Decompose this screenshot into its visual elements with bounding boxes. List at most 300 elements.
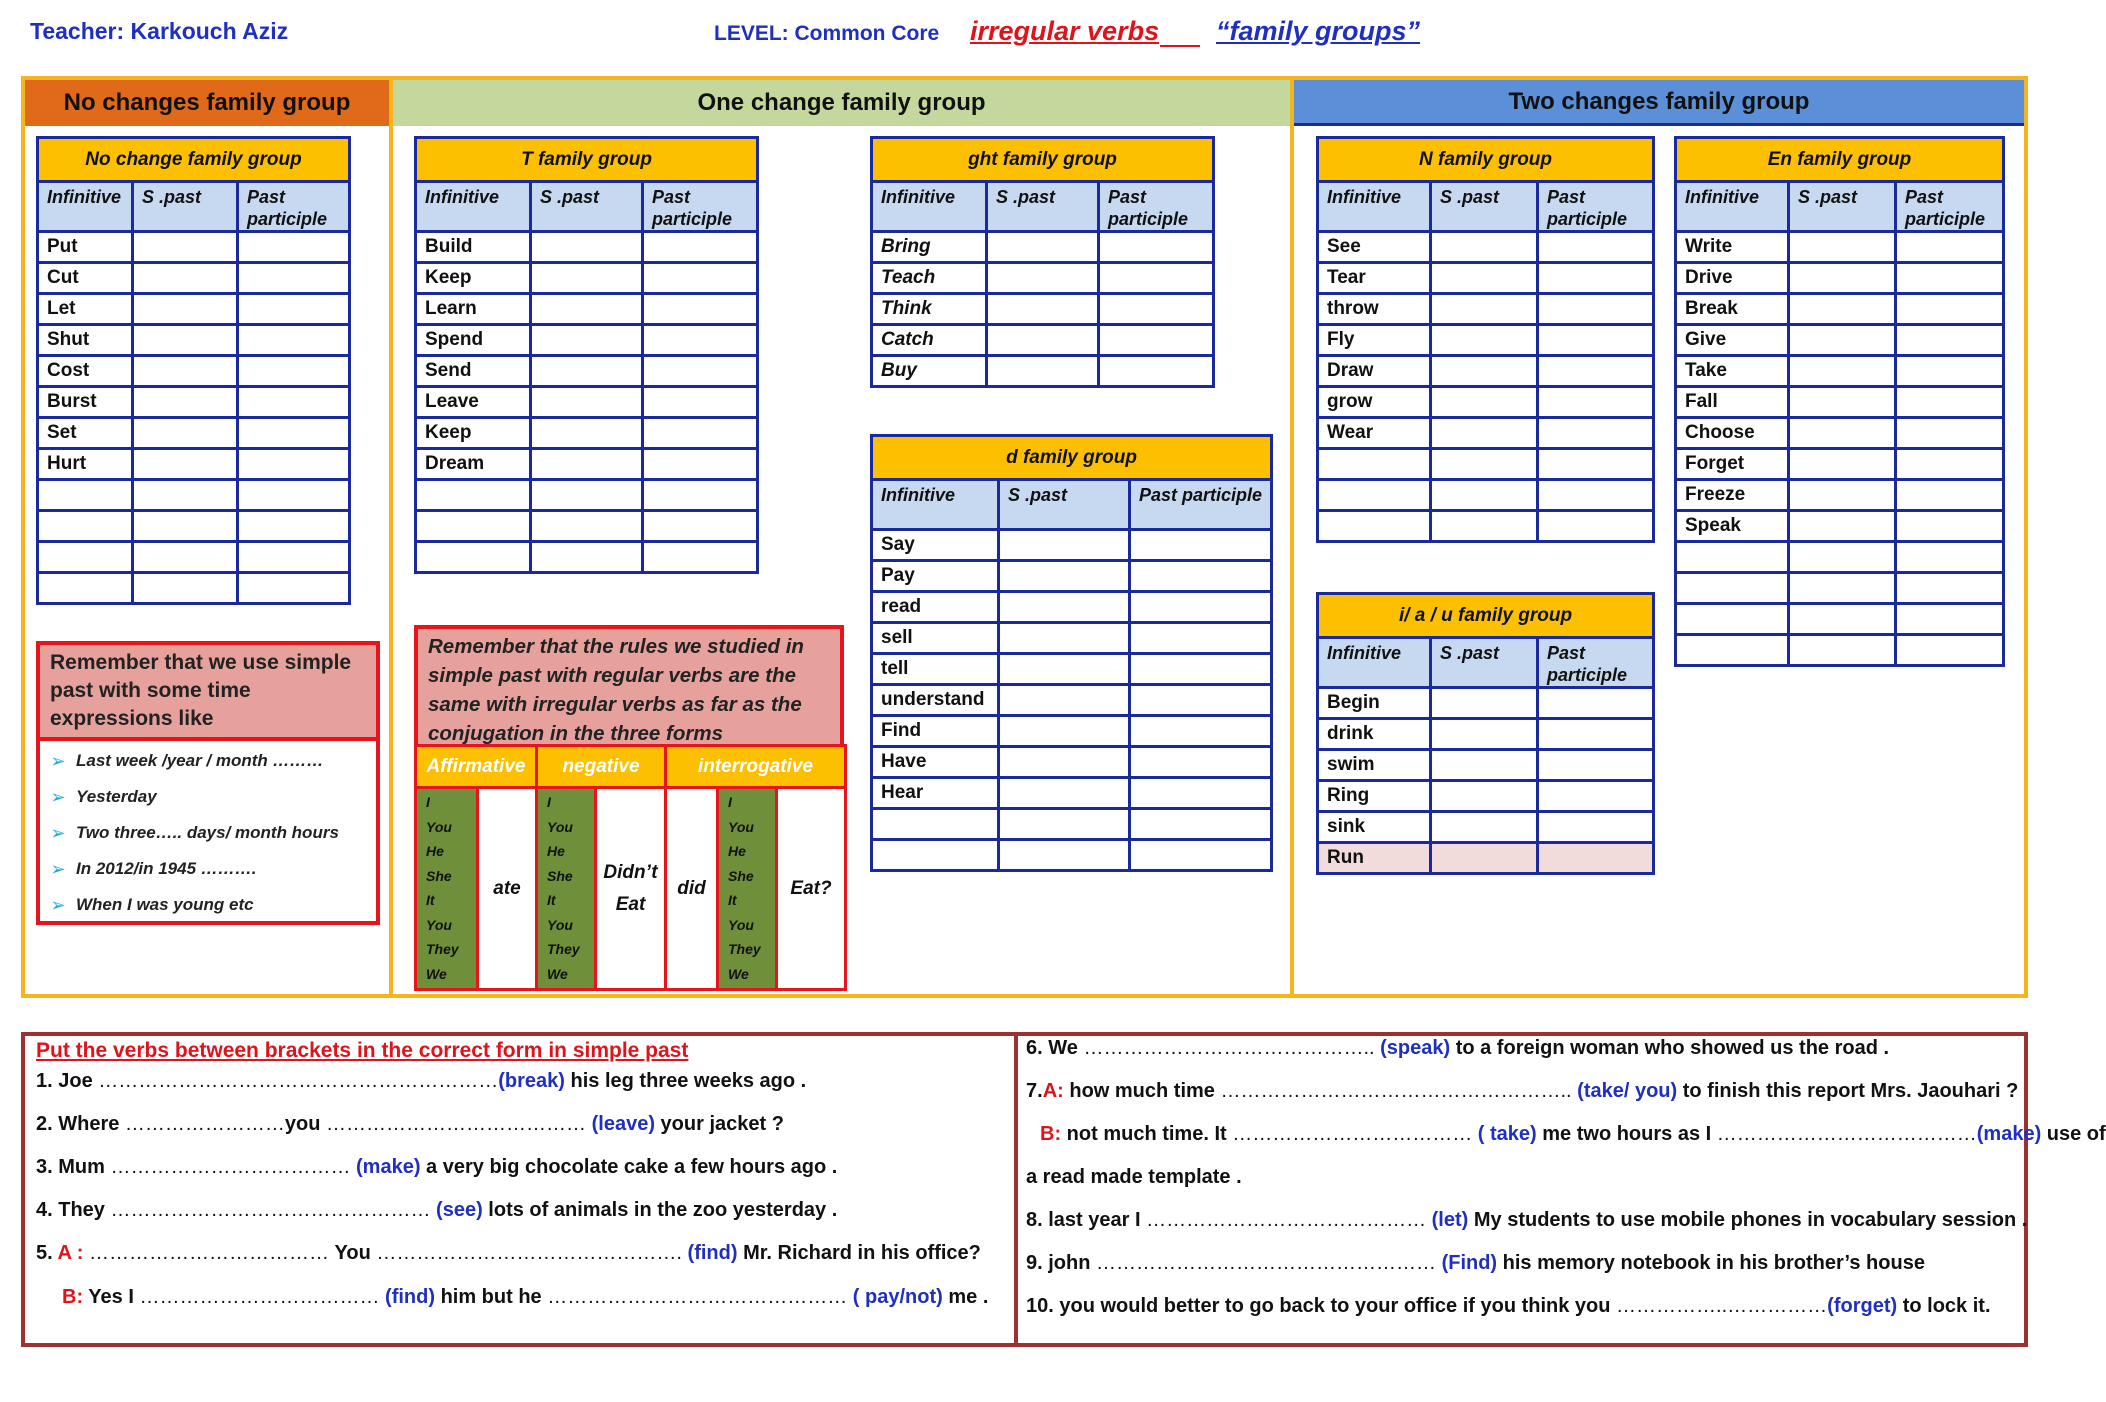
table-row [872,654,1272,685]
doc-title: irregular verbs [970,16,1160,46]
verb-infinitive: Keep [416,418,531,449]
table-no-change [36,136,351,605]
answer-cell-simple-past[interactable] [133,511,238,542]
answer-cell-simple-past[interactable] [531,387,643,418]
answer-cell-simple-past[interactable] [1789,635,1896,666]
answer-cell-simple-past[interactable] [133,480,238,511]
verb-infinitive: Draw [1318,356,1431,387]
answer-cell-past-participle[interactable] [1130,530,1272,561]
table-title: ght family group [872,138,1214,182]
interrogative-verb: Eat? [777,788,846,990]
table-row [1676,635,2004,666]
table-row [872,747,1272,778]
table-ght-family [870,136,1215,388]
question-6: 6. We …………………………………….. (speak) to a foreign woman who showed us the road . [1026,1037,1890,1059]
verb-infinitive [1676,635,1789,666]
pronoun: I [728,794,732,810]
answer-cell-past-participle[interactable] [238,325,350,356]
answer-cell-past-participle[interactable] [1130,561,1272,592]
table-row [872,623,1272,654]
table-row [1318,294,1654,325]
question-8: 8. last year I …………………………………… (let) My students to use mobile phones in vocabulary session . [1026,1209,2028,1231]
answer-cell-past-participle[interactable] [238,542,350,573]
pronoun: You [426,818,452,835]
answer-cell-past-participle[interactable] [1896,542,2004,573]
column-header-past-participle: Past participle [1896,182,2004,232]
answer-cell-simple-past[interactable] [1431,263,1538,294]
verb-infinitive: grow [1318,387,1431,418]
verb-infinitive [416,480,531,511]
verb-infinitive [38,480,133,511]
answer-cell-simple-past[interactable] [987,263,1099,294]
answer-cell-past-participle[interactable] [643,232,758,263]
answer-cell-simple-past[interactable] [1431,418,1538,449]
answer-cell-past-participle[interactable] [643,418,758,449]
pronoun: He [547,843,565,859]
verb-infinitive: tell [872,654,999,685]
verb-infinitive: Ring [1318,781,1431,812]
interrogative-aux: did [666,788,718,990]
verb-infinitive: Give [1676,325,1789,356]
answer-cell-past-participle[interactable] [643,387,758,418]
table-row [1676,356,2004,387]
head-negative: negative [537,746,666,788]
table-title: T family group [416,138,758,182]
answer-cell-past-participle[interactable] [643,542,758,573]
verb-infinitive [38,511,133,542]
answer-cell-simple-past[interactable] [1789,511,1896,542]
answer-cell-simple-past[interactable] [1431,781,1538,812]
verb-infinitive: Keep [416,263,531,294]
column-header-simple-past: S .past [987,182,1099,232]
table-row [1676,232,2004,263]
verb-infinitive: Fall [1676,387,1789,418]
answer-cell-past-participle[interactable] [238,449,350,480]
list-item: ➢ Two three….. days/ month hours [40,815,376,851]
answer-cell-simple-past[interactable] [1431,812,1538,843]
verb-infinitive: Teach [872,263,987,294]
answer-cell-simple-past[interactable] [531,232,643,263]
verb-infinitive: Pay [872,561,999,592]
verb-infinitive: Run [1318,843,1431,874]
answer-cell-simple-past[interactable] [987,356,1099,387]
column-header-past-participle: Past participle [1130,480,1272,530]
answer-cell-simple-past[interactable] [531,263,643,294]
answer-cell-simple-past[interactable] [1431,750,1538,781]
verb-infinitive [1676,542,1789,573]
answer-cell-simple-past[interactable] [133,356,238,387]
answer-cell-past-participle[interactable] [1896,387,2004,418]
table-row [38,263,350,294]
answer-cell-past-participle[interactable] [238,294,350,325]
table-row [872,716,1272,747]
section-one-change: One change family group [393,80,1290,126]
answer-cell-past-participle[interactable] [1538,812,1654,843]
list-item: ➢ In 2012/in 1945 ………. [40,851,376,887]
verb-infinitive [1318,449,1431,480]
answer-cell-simple-past[interactable] [531,511,643,542]
remember-rules-text: Remember that the rules we studied in simple past with regular verbs are the same with irregular verbs as far as the conjugation in the three forms [428,635,804,745]
answer-cell-simple-past[interactable] [1431,511,1538,542]
answer-cell-simple-past[interactable] [1789,263,1896,294]
verb-infinitive: Begin [1318,688,1431,719]
answer-cell-past-participle[interactable] [1896,263,2004,294]
table-row [1318,449,1654,480]
pronoun: It [547,892,556,908]
answer-cell-past-participle[interactable] [1538,843,1654,874]
answer-cell-past-participle[interactable] [1099,356,1214,387]
table-row [872,263,1214,294]
table-row [1676,294,2004,325]
answer-cell-past-participle[interactable] [1896,573,2004,604]
answer-cell-simple-past[interactable] [133,449,238,480]
answer-cell-past-participle[interactable] [643,356,758,387]
answer-cell-simple-past[interactable] [531,480,643,511]
verb-infinitive: Break [1676,294,1789,325]
answer-cell-simple-past[interactable] [531,449,643,480]
answer-cell-past-participle[interactable] [1538,480,1654,511]
answer-cell-past-participle[interactable] [1130,654,1272,685]
answer-cell-simple-past[interactable] [133,325,238,356]
negative-form: Didn’t Eat [596,788,666,990]
answer-cell-simple-past[interactable] [999,592,1130,623]
affirmative-form: ate [478,788,537,990]
answer-cell-simple-past[interactable] [133,573,238,604]
verb-infinitive: sink [1318,812,1431,843]
answer-cell-past-participle[interactable] [1896,480,2004,511]
table-row [1676,542,2004,573]
list-item: ➢ Yesterday [40,779,376,815]
answer-cell-simple-past[interactable] [1789,449,1896,480]
pronoun-list [416,788,478,990]
table-row [1318,781,1654,812]
verb-infinitive [1676,573,1789,604]
answer-cell-simple-past[interactable] [1431,294,1538,325]
verb-infinitive [872,809,999,840]
answer-cell-past-participle[interactable] [1099,294,1214,325]
section-two-changes: Two changes family group [1294,80,2024,126]
answer-cell-simple-past[interactable] [1431,843,1538,874]
answer-cell-past-participle[interactable] [1099,232,1214,263]
answer-cell-past-participle[interactable] [238,232,350,263]
pronoun: We [426,965,447,982]
column-header-past-participle: Past participle [238,182,350,232]
verb-infinitive: Spend [416,325,531,356]
answer-cell-simple-past[interactable] [1431,719,1538,750]
table-d-family [870,434,1273,872]
answer-cell-past-participle[interactable] [643,480,758,511]
answer-cell-past-participle[interactable] [643,263,758,294]
table-row [38,511,350,542]
answer-cell-past-participle[interactable] [1896,635,2004,666]
table-row [1318,418,1654,449]
answer-cell-simple-past[interactable] [531,325,643,356]
answer-cell-past-participle[interactable] [238,263,350,294]
pronoun: He [728,843,746,859]
answer-cell-simple-past[interactable] [1789,232,1896,263]
table-row [872,840,1272,871]
answer-cell-past-participle[interactable] [1130,592,1272,623]
question-7c: a read made template . [1026,1166,1242,1188]
table-row [38,573,350,604]
verb-infinitive: Tear [1318,263,1431,294]
answer-cell-past-participle[interactable] [1896,511,2004,542]
answer-cell-past-participle[interactable] [238,480,350,511]
arrow-icon: ➢ [50,822,66,843]
answer-cell-past-participle[interactable] [1538,449,1654,480]
question-1: 1. Joe ……………………………………………………(break) his leg three weeks ago . [36,1070,807,1092]
answer-cell-simple-past[interactable] [133,542,238,573]
answer-cell-past-participle[interactable] [238,356,350,387]
answer-cell-past-participle[interactable] [1130,685,1272,716]
level-label: LEVEL: Common Core [714,22,940,45]
answer-cell-past-participle[interactable] [1130,840,1272,871]
table-row [1318,263,1654,294]
answer-cell-simple-past[interactable] [531,542,643,573]
answer-cell-past-participle[interactable] [1099,325,1214,356]
answer-cell-simple-past[interactable] [1789,356,1896,387]
table-row [416,542,758,573]
table-row [38,294,350,325]
answer-cell-simple-past[interactable] [999,654,1130,685]
answer-cell-simple-past[interactable] [999,623,1130,654]
answer-cell-simple-past[interactable] [1789,604,1896,635]
table-row [1318,843,1654,874]
answer-cell-simple-past[interactable] [1789,480,1896,511]
table-row [38,356,350,387]
answer-cell-simple-past[interactable] [987,325,1099,356]
table-row [872,232,1214,263]
pronoun: They [426,941,459,957]
answer-cell-past-participle[interactable] [1538,263,1654,294]
answer-cell-simple-past[interactable] [999,809,1130,840]
answer-cell-past-participle[interactable] [1538,232,1654,263]
pronoun: It [728,892,737,908]
column-header-simple-past: S .past [1431,638,1538,688]
answer-cell-simple-past[interactable] [133,418,238,449]
answer-cell-simple-past[interactable] [133,387,238,418]
arrow-icon: ➢ [50,750,66,771]
answer-cell-simple-past[interactable] [999,716,1130,747]
answer-cell-past-participle[interactable] [1538,750,1654,781]
question-2: 2. Where ……………………you ………………………………… (leave) your jacket ? [36,1113,784,1135]
table-row [416,449,758,480]
table-row [1318,387,1654,418]
answer-cell-simple-past[interactable] [133,294,238,325]
verb-infinitive: Have [872,747,999,778]
answer-cell-simple-past[interactable] [1789,294,1896,325]
answer-cell-past-participle[interactable] [1099,263,1214,294]
table-row [872,294,1214,325]
question-3: 3. Mum ……………………………… (make) a very big chocolate cake a few hours ago . [36,1156,838,1178]
table-title: N family group [1318,138,1654,182]
answer-cell-simple-past[interactable] [987,294,1099,325]
answer-cell-past-participle[interactable] [238,511,350,542]
verb-infinitive: Buy [872,356,987,387]
column-header-infinitive: Infinitive [38,182,133,232]
verb-infinitive: read [872,592,999,623]
answer-cell-simple-past[interactable] [133,263,238,294]
answer-cell-past-participle[interactable] [1538,325,1654,356]
table-title: i/ a / u family group [1318,594,1654,638]
answer-cell-simple-past[interactable] [1431,688,1538,719]
verb-infinitive: Hear [872,778,999,809]
exercise-title: Put the verbs between brackets in the correct form in simple past [36,1039,689,1062]
answer-cell-past-participle[interactable] [643,294,758,325]
answer-cell-past-participle[interactable] [1896,294,2004,325]
answer-cell-simple-past[interactable] [999,530,1130,561]
verb-infinitive: Burst [38,387,133,418]
column-header-past-participle: Past participle [643,182,758,232]
answer-cell-past-participle[interactable] [1896,325,2004,356]
answer-cell-past-participle[interactable] [643,511,758,542]
answer-cell-past-participle[interactable] [1130,747,1272,778]
answer-cell-past-participle[interactable] [1538,294,1654,325]
table-row [38,325,350,356]
table-row [1318,480,1654,511]
verb-infinitive: Hurt [38,449,133,480]
verb-infinitive: Set [38,418,133,449]
answer-cell-simple-past[interactable] [1431,387,1538,418]
table-n-family [1316,136,1655,543]
table-row [1318,719,1654,750]
verb-infinitive [416,542,531,573]
answer-cell-simple-past[interactable] [1789,325,1896,356]
answer-cell-simple-past[interactable] [1431,449,1538,480]
answer-cell-past-participle[interactable] [1130,623,1272,654]
conjugation-table [414,744,847,991]
answer-cell-past-participle[interactable] [1130,716,1272,747]
pronoun: We [728,965,749,982]
list-item: ➢ Last week /year / month ……… [40,743,376,779]
table-t-family [414,136,759,574]
verb-infinitive: Say [872,530,999,561]
answer-cell-past-participle[interactable] [1538,719,1654,750]
pronoun: I [547,794,551,810]
verb-infinitive: Leave [416,387,531,418]
answer-cell-past-participle[interactable] [1538,387,1654,418]
answer-cell-past-participle[interactable] [643,325,758,356]
answer-cell-past-participle[interactable] [1896,232,2004,263]
head-interrogative: interrogative [666,746,846,788]
answer-cell-simple-past[interactable] [133,232,238,263]
pronoun: You [728,818,754,835]
doc-subtitle: “family groups” [1216,16,1421,46]
answer-cell-past-participle[interactable] [1896,356,2004,387]
table-row [1676,604,2004,635]
verb-infinitive: Learn [416,294,531,325]
answer-cell-simple-past[interactable] [1789,573,1896,604]
verb-infinitive: Bring [872,232,987,263]
pronoun: You [547,818,573,835]
verb-infinitive: Cut [38,263,133,294]
table-row [872,685,1272,716]
answer-cell-simple-past[interactable] [1789,418,1896,449]
answer-cell-past-participle[interactable] [1896,418,2004,449]
pronoun: She [426,867,452,884]
answer-cell-simple-past[interactable] [1431,356,1538,387]
column-header-simple-past: S .past [999,480,1130,530]
answer-cell-past-participle[interactable] [1538,781,1654,812]
verb-infinitive [416,511,531,542]
table-row [1676,573,2004,604]
verb-infinitive: See [1318,232,1431,263]
question-4: 4. They ………………………………………… (see) lots of animals in the zoo yesterday . [36,1199,838,1221]
verb-infinitive: Wear [1318,418,1431,449]
verb-infinitive: Send [416,356,531,387]
answer-cell-simple-past[interactable] [1431,325,1538,356]
column-header-simple-past: S .past [1431,182,1538,232]
answer-cell-simple-past[interactable] [1431,480,1538,511]
table-row [872,530,1272,561]
answer-cell-simple-past[interactable] [987,232,1099,263]
table-row [1318,325,1654,356]
question-7b: B: not much time. It ……………………………… ( take) me two hours as I …………………………………(make) use of [1040,1123,2106,1145]
answer-cell-past-participle[interactable] [1896,449,2004,480]
answer-cell-past-participle[interactable] [1538,511,1654,542]
answer-cell-simple-past[interactable] [1789,542,1896,573]
question-5a: 5. A : ……………………………… You ………………………………………. (find) Mr. Richard in his office? [36,1242,981,1264]
column-header-infinitive: Infinitive [872,480,999,530]
answer-cell-simple-past[interactable] [999,778,1130,809]
answer-cell-past-participle[interactable] [1538,688,1654,719]
answer-cell-past-participle[interactable] [643,449,758,480]
answer-cell-past-participle[interactable] [1538,418,1654,449]
table-row [872,809,1272,840]
answer-cell-past-participle[interactable] [1896,604,2004,635]
verb-infinitive [872,840,999,871]
verb-infinitive: Find [872,716,999,747]
column-header-simple-past: S .past [1789,182,1896,232]
answer-cell-simple-past[interactable] [999,561,1130,592]
answer-cell-simple-past[interactable] [531,294,643,325]
pronoun: They [728,941,761,957]
verb-infinitive: Build [416,232,531,263]
arrow-icon: ➢ [50,858,66,879]
table-row [416,325,758,356]
answer-cell-past-participle[interactable] [238,387,350,418]
answer-cell-past-participle[interactable] [1538,356,1654,387]
pronoun: You [426,916,452,933]
answer-cell-simple-past[interactable] [531,418,643,449]
verb-infinitive [38,542,133,573]
table-row [1318,511,1654,542]
verb-infinitive: Drive [1676,263,1789,294]
table-row [1318,750,1654,781]
table-row [416,294,758,325]
answer-cell-simple-past[interactable] [1431,232,1538,263]
pronoun: You [547,916,573,933]
table-title: d family group [872,436,1272,480]
answer-cell-simple-past[interactable] [999,840,1130,871]
verb-infinitive: drink [1318,719,1431,750]
answer-cell-simple-past[interactable] [999,747,1130,778]
remember-time-text: Remember that we use simple past with some time expressions like [40,645,376,741]
answer-cell-past-participle[interactable] [1130,778,1272,809]
answer-cell-past-participle[interactable] [238,418,350,449]
answer-cell-past-participle[interactable] [1130,809,1272,840]
table-title: En family group [1676,138,2004,182]
verb-infinitive: Let [38,294,133,325]
section-no-changes: No changes family group [25,80,389,126]
remember-time-expressions [36,641,380,925]
answer-cell-simple-past[interactable] [531,356,643,387]
answer-cell-simple-past[interactable] [1789,387,1896,418]
table-row [416,263,758,294]
answer-cell-simple-past[interactable] [999,685,1130,716]
answer-cell-past-participle[interactable] [238,573,350,604]
list-item: ➢ When I was young etc [40,887,376,923]
